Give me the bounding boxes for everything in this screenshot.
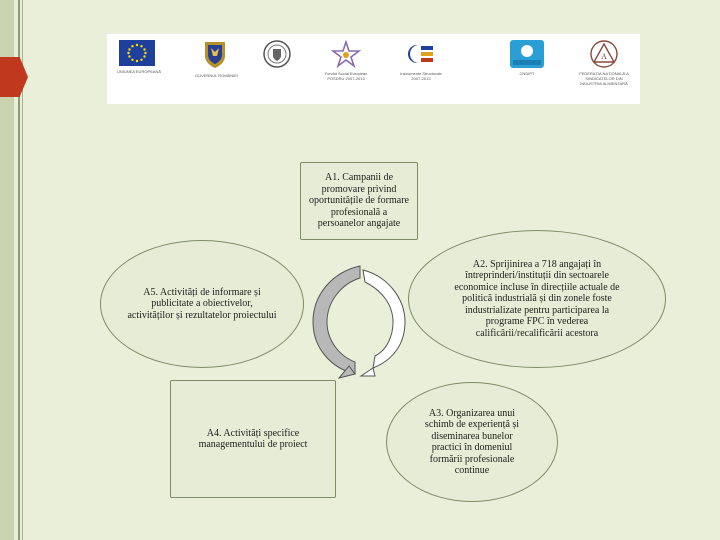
logo-caption: UNIUNEA EUROPEANĂ (117, 69, 162, 74)
activity-a4-text: A4. Activități specifice managementului de proiect (198, 427, 308, 450)
romania-crest-logo (195, 40, 238, 78)
ministry-seal-icon (263, 40, 291, 68)
cycle-arrows (305, 260, 415, 380)
activity-a2-oval (408, 230, 666, 368)
activity-a5-oval (100, 240, 304, 368)
eu-flag-logo (117, 40, 162, 74)
logo-banner (107, 34, 640, 104)
activity-a1-box (300, 162, 418, 240)
decorative-arrow-tab (0, 57, 28, 97)
svg-text:A: A (601, 52, 607, 61)
activity-a3-text: A3. Organizarea unui schimb de experiență și diseminarea bunelor practici în domeniul formării profesionale continue (424, 407, 520, 476)
logo-caption: CNDIPT (519, 71, 535, 76)
eu-flag-icon (119, 40, 155, 66)
cndipt-logo (507, 40, 547, 76)
logo-caption: GUVERNUL ROMÂNIEI (195, 73, 238, 78)
structural-instruments-icon (405, 40, 437, 68)
instrumente-structurale-logo (397, 40, 445, 81)
fse-logo (322, 40, 370, 81)
cndipt-icon (510, 40, 544, 68)
logo-caption: FEDERAȚIA NAȚIONALĂ A SINDICATELOR DIN INDUSTRIA ALIMENTARĂ (579, 71, 629, 86)
activity-a3-oval (386, 382, 558, 502)
logo-caption: Fondul Social European POSDRU 2007-2013 (324, 71, 368, 81)
cycle-arrow-left (313, 266, 360, 374)
cycle-arrow-right (363, 270, 405, 368)
federatia-logo (575, 40, 633, 86)
activity-a2-text: A2. Sprijinirea a 718 angajați în întreprinderi/instituții din sectoarele economice incluse în direcțiile actuale de politică industrială și din zonele foste industrializate pentru participarea la programe FPC în vederea calificării/recalificării acestora (454, 258, 620, 339)
cycle-arrowhead-right (361, 368, 375, 376)
activity-a1-text: A1. Campanii de promovare privind oportunitățile de formare profesională a persoanelor angajate (309, 172, 409, 230)
activity-a5-text: A5. Activități de informare și publicitate a obiectivelor, activităților și rezultatelor proiectului (127, 286, 277, 321)
activity-a4-box (170, 380, 336, 498)
federation-triangle-icon (589, 40, 619, 68)
logo-caption: Instrumente Structurale 2007-2013 (400, 71, 442, 81)
ministry-seal-logo (260, 40, 294, 68)
star-logo-icon (331, 40, 361, 68)
coat-of-arms-icon (203, 40, 227, 70)
